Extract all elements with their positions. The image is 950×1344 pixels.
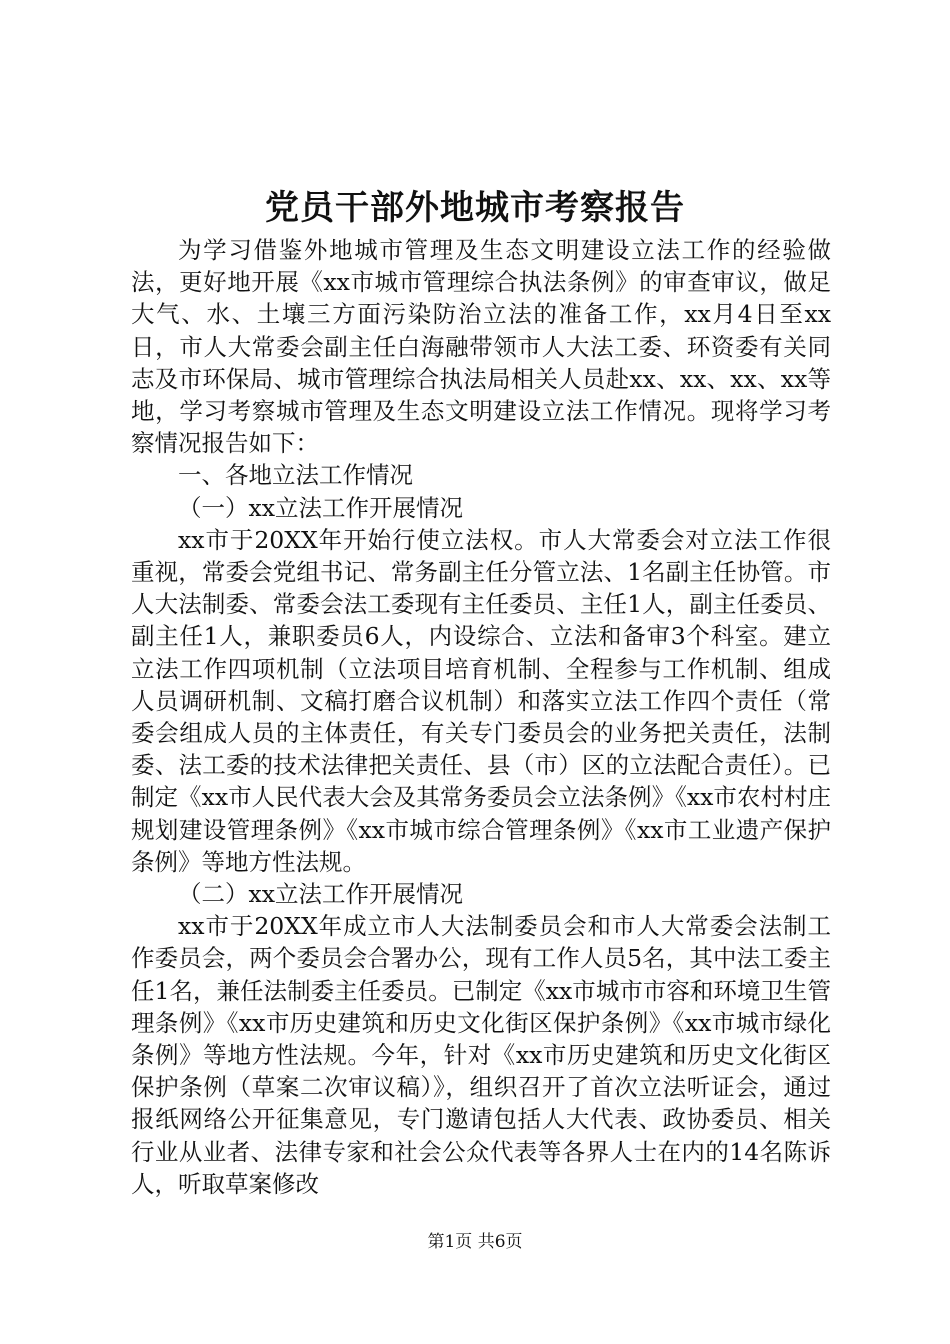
document-body bbox=[131, 234, 831, 1200]
section-heading: 一、各地立法工作情况 bbox=[178, 461, 413, 490]
intro-paragraph: 为学习借鉴外地城市管理及生态文明建设立法工作的经验做法，更好地开展《xx市城市管理综合执法条例》的审查审议，做足大气、水、土壤三方面污染防治立法的准备工作，xx月4日至xx日，市人大常委会副主任白海融带领市人大法工委、环资委有关同志及市环保局、城市管理综合执法局相关人员赴xx、xx、xx、xx等地，学习考察城市管理及生态文明建设立法工作情况。现将学习考察情况报告如下： bbox=[131, 236, 831, 458]
subsection-heading: （一）xx立法工作开展情况 bbox=[178, 493, 464, 522]
page-footer: 第1页 共6页 bbox=[427, 1232, 523, 1252]
body-paragraph: xx市于20XX年开始行使立法权。市人大常委会对立法工作很重视，常委会党组书记、常务副主任分管立法、1名副主任协管。市人大法制委、常委会法工委现有主任委员、主任1人，副主任委员、副主任1人，兼职委员6人，内设综合、立法和备审3个科室。建立立法工作四项机制（立法项目培育机制、全程参与工作机制、组成人员调研机制、文稿打磨合议机制）和落实立法工作四个责任（常委会组成人员的主体责任，有关专门委员会的业务把关责任，法制委、法工委的技术法律把关责任、县（市）区的立法配合责任）。已制定《xx市人民代表大会及其常务委员会立法条例》《xx市农村村庄规划建设管理条例》《xx市城市综合管理条例》《xx市工业遗产保护条例》等地方性法规。 bbox=[131, 525, 831, 876]
document-title: 党员干部外地城市考察报告 bbox=[265, 188, 685, 228]
body-paragraph: xx市于20XX年成立市人大法制委员会和市人大常委会法制工作委员会，两个委员会合署办公，现有工作人员5名，其中法工委主任1名，兼任法制委主任委员。已制定《xx市城市市容和环境卫生管理条例》《xx市历史建筑和历史文化街区保护条例》《xx市城市绿化条例》等地方性法规。今年，针对《xx市历史建筑和历史文化街区保护条例（草案二次审议稿）》，组织召开了首次立法听证会，通过报纸网络公开征集意见，专门邀请包括人大代表、政协委员、相关行业从业者、法律专家和社会公众代表等各界人士在内的14名陈诉人，听取草案修改 bbox=[131, 912, 831, 1198]
subsection-heading: （二）xx立法工作开展情况 bbox=[178, 880, 464, 909]
